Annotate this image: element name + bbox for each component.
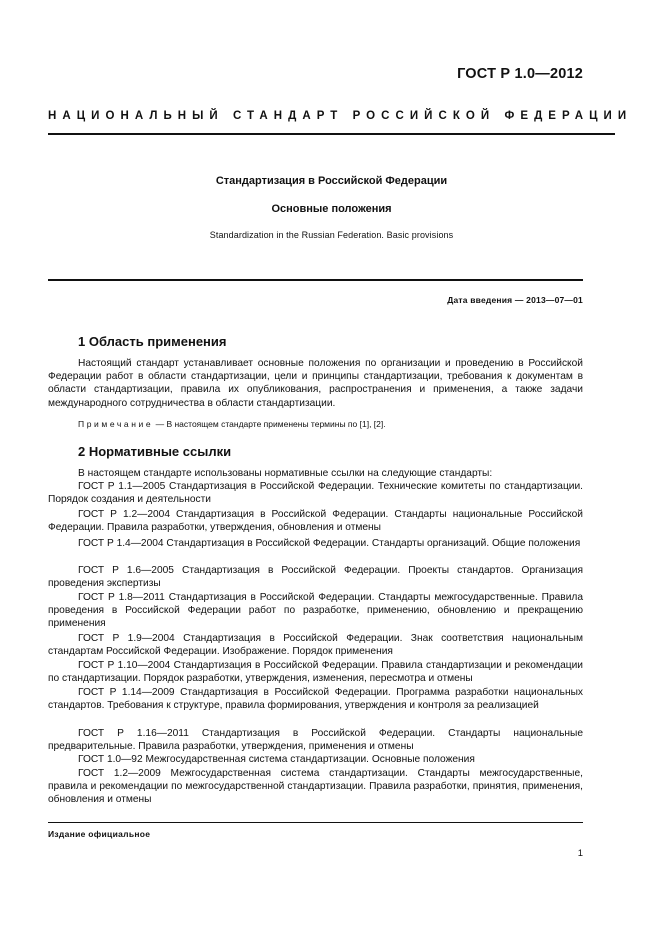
reference-text: ГОСТ Р 1.8—2011 Стандартизация в Российской Федерации. Стандарты межгосударственные. Правила проведения в Российской Федерации работ по разработке, применению, обновлению и прекращению применения — [48, 592, 583, 630]
edition-label: Издание официальное — [48, 829, 151, 839]
reference-item — [48, 564, 583, 590]
document-subtitle: Основные положения — [271, 203, 392, 215]
footer-rule — [48, 822, 583, 823]
national-standard-banner: НАЦИОНАЛЬНЫЙ СТАНДАРТ РОССИЙСКОЙ ФЕДЕРАЦИИ — [48, 110, 633, 122]
note-text: — В настоящем стандарте применены термины по [1], [2]. — [155, 419, 386, 429]
reference-item — [48, 508, 583, 534]
section-1-note — [78, 419, 583, 429]
reference-item — [48, 767, 583, 807]
reference-item — [48, 591, 583, 631]
section-1-heading: 1 Область применения — [78, 334, 227, 349]
reference-text: ГОСТ Р 1.16—2011 Стандартизация в Российской Федерации. Стандарты национальные предварительные. Правила разработки, утверждения, применения и отмены — [48, 728, 583, 753]
section-2-heading: 2 Нормативные ссылки — [78, 444, 232, 459]
effective-date: Дата введения — 2013—07—01 — [447, 295, 583, 305]
reference-item — [48, 632, 583, 658]
reference-text: ГОСТ Р 1.4—2004 Стандартизация в Российской Федерации. Стандарты организаций. Общие положения — [78, 538, 581, 549]
header-rule — [48, 133, 615, 135]
document-designation: ГОСТ Р 1.0—2012 — [457, 66, 583, 82]
section-1-paragraph — [48, 357, 583, 410]
note-label: Примечание — [78, 419, 154, 429]
section-2-intro — [48, 467, 583, 480]
reference-item — [48, 686, 583, 712]
reference-item — [48, 659, 583, 685]
section-2-intro-text: В настоящем стандарте использованы нормативные ссылки на следующие стандарты: — [78, 468, 493, 479]
reference-item — [48, 753, 583, 766]
document-title-english: Standardization in the Russian Federation. Basic provisions — [209, 230, 454, 240]
document-title: Стандартизация в Российской Федерации — [215, 175, 448, 187]
reference-text: ГОСТ Р 1.9—2004 Стандартизация в Российской Федерации. Знак соответствия национальным стандартам Российской Федерации. Изображение. Порядок применения — [48, 633, 583, 658]
reference-text: ГОСТ 1.2—2009 Межгосударственная система стандартизации. Стандарты межгосударственные, правила и рекомендации по межгосударственной стандартизации. Правила разработки, принятия, применения, обновления и отмены — [48, 768, 583, 806]
reference-text: ГОСТ Р 1.6—2005 Стандартизация в Российской Федерации. Проекты стандартов. Организация проведения экспертизы — [48, 565, 583, 590]
page-number: 1 — [577, 848, 583, 859]
reference-item — [48, 480, 583, 506]
reference-text: ГОСТ Р 1.2—2004 Стандартизация в Российской Федерации. Стандарты национальные Российской Федерации. Правила разработки, утверждения, обновления и отмены — [48, 509, 583, 534]
title-rule — [48, 279, 583, 281]
reference-item — [48, 727, 583, 753]
section-1-text: Настоящий стандарт устанавливает основные положения по организации и проведению в Российской Федерации работ в области стандартизации, цели и принципы стандартизации, требования к документам в области стандартизации, правила их опубликования, распространения и применения, а также задачи международного сотрудничества в области стандартизации. — [48, 358, 583, 409]
reference-text: ГОСТ Р 1.10—2004 Стандартизация в Российской Федерации. Правила стандартизации и рекомендации по стандартизации. Порядок разработки, утверждения, изменения, пересмотра и отмены — [48, 660, 583, 685]
reference-text: ГОСТ Р 1.14—2009 Стандартизация в Российской Федерации. Программа разработки национальных стандартов. Требования к структуре, правила формирования, утверждения и контроля за реализацией — [48, 687, 583, 712]
reference-text: ГОСТ 1.0—92 Межгосударственная система стандартизации. Основные положения — [78, 754, 475, 765]
reference-text: ГОСТ Р 1.1—2005 Стандартизация в Российской Федерации. Технические комитеты по стандартизации. Порядок создания и деятельности — [48, 481, 583, 506]
reference-item — [48, 537, 583, 550]
